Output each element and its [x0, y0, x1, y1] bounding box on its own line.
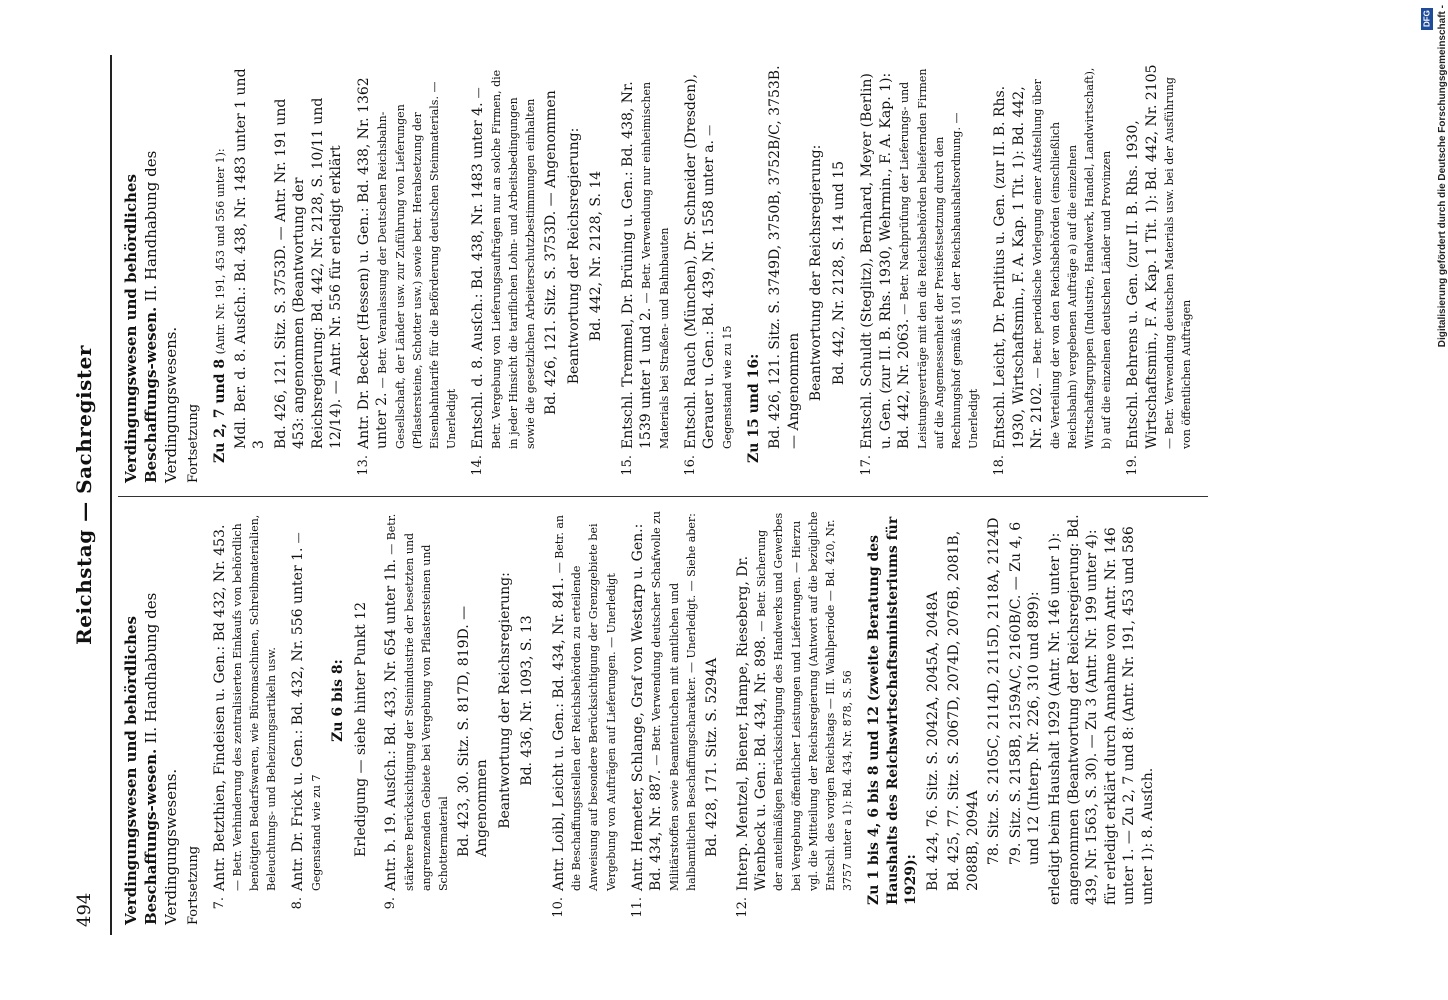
section-heading: [122, 63, 181, 483]
heading-subtitle: II. Handhabung des Verdingungswesens.: [141, 150, 180, 483]
entry-description: — Betr. Verwendung deutscher Schafwolle zu Militärstoffen sowie Beamtentuchen mit amtlichen und halbamtlichen Beschaffungscharakter. — Unerledigt. — Siehe aber:: [650, 511, 698, 891]
entry-number: 8.: [290, 897, 306, 910]
entry-title: Interp. Mentzel, Biener, Hampe, Rieseberg, Dr. Wienbeck u. Gen.: Bd. 434, Nr. 898.: [734, 555, 769, 891]
entry-description: — Betr. Veranlassung der Deutschen Reichsbahn-Gesellschaft, der Länder usw. zur Zuführung von Lieferungen (Pflastersteine, Schotter usw.) sowie betr. Herabsetzung der Eisenbahntarife für die Beförderung deutschen Steinmaterials. — Unerledigt: [376, 81, 459, 449]
list-item: [550, 510, 620, 925]
column-divider: [118, 496, 1208, 497]
entry-title: Antr. Dr. Becker (Hessen) u. Gen.: Bd. 438, Nr. 1362 unter 2.: [355, 77, 391, 449]
entry-number: 10.: [550, 897, 566, 918]
rotated-document-page: [60, 55, 1220, 935]
entry-number: 7.: [211, 897, 227, 910]
session-reference: Bd. 426, 121. Sitz. S. 3753D. — Angenommen: [543, 90, 560, 415]
government-reply-label: Beantwortung der Reichsregierung:: [808, 144, 825, 402]
list-item: [289, 510, 373, 925]
left-column: [122, 510, 1160, 925]
government-reply-reference: Bd. 442, Nr. 2128, S. 14 und 15: [830, 160, 847, 386]
entry-number: 14.: [470, 455, 486, 476]
digitization-credit: Digitalisierung gefördert durch die Deutsche Forschungsgemeinschaft -: [1437, 5, 1448, 348]
list-item: [382, 510, 541, 925]
entry-number: 15.: [619, 455, 635, 476]
entry-title: Antr. Hemeter, Schlange, Graf von Westarp u. Gen.: Bd. 434, Nr. 887.: [629, 523, 665, 891]
list-item: [682, 63, 736, 483]
session-reference: Bd. 428, 171. Sitz. S. 5294A: [704, 657, 721, 857]
section-heading: [122, 510, 181, 925]
list-item: [734, 510, 857, 925]
entry-title: Entschl. Behrens u. Gen. (zur II. B. Rhs. 1930, Wirtschaftsmin., F. A. Kap. 1 Tit. 1): Bd. 442, Nr. 2105: [1125, 64, 1160, 449]
continued-label: Fortsetzung: [186, 845, 202, 925]
session-reference: Bd. 424, 76. Sitz. S. 2042A, 2045A, 2048A: [924, 591, 941, 891]
government-reply-label: Beantwortung der Reichsregierung:: [496, 572, 513, 829]
entry-title: Entschl. Schuldt (Steglitz), Bernhard, Meyer (Berlin) u. Gen. (zur II. B. Rhs. 1930, Wehrmin., F. A. Kap. 1): Bd. 442, Nr. 2063.: [859, 72, 913, 449]
list-item: [858, 63, 982, 483]
session-reference: Bd. 426, 121. Sitz. S. 3753D. — Antr. Nr. 191 und 453: angenommen (Beantwortung der Reichsregierung: Bd. 442, Nr. 2128, S. 10/11 und 12/14). — Antr. Nr. 556 für erledigt erklärt: [272, 97, 345, 449]
group-heading: Zu 2, 7 und 8 (Antr. Nr. 191, 453 und 556 unter 1):: [211, 148, 228, 463]
heading-bold: Verdingungswesen und behördliches Beschaffungs-wesen.: [122, 616, 160, 925]
list-item: [991, 63, 1115, 483]
entry-description: — Betr. Verwendung nur einheimischen Materials bei Straßen- und Bahnbauten: [640, 81, 671, 449]
page-number: 494: [74, 892, 95, 927]
government-reply-reference: Bd. 436, Nr. 1093, S. 13: [519, 615, 536, 786]
entry-description: — Betr. Vergebung von Lieferungsaufträgen nur an solche Firmen, die in jeder Hinsicht die tariflichen Lohn- und Arbeitsbedingungen sowie die gesetzlichen Arbeiterschutzbestimmungen einhalten: [472, 69, 538, 449]
entry-number: 11.: [629, 897, 645, 918]
session-reference: 79. Sitz. S. 2158B, 2159A/C, 2160B/C. — Zu 4, 6 und 12 (Interp. Nr. 226, 310 und 899):: [1007, 521, 1042, 865]
government-reply-reference: Bd. 442, Nr. 2128, S. 14: [588, 170, 605, 342]
entry-description: — Betr. periodische Vorlegung einer Aufstellung über die Verteilung der von den Reichsbehörden (einschließlich Reichsbahn) vergebenen Aufträge a) auf die einzelnen Wirtschaftsgruppen (Industrie, Handwerk, Handel, Landwirtschaft), b) auf die einzelnen deutschen Länder und Provinzen: [1031, 67, 1114, 449]
resolution-note: erledigt beim Haushalt 1929 (Antr. Nr. 146 unter 1): angenommen (Beantwortung der Reichsregierung: Bd. 439, Nr. 1563, S. 30). — Zu 3 (Antr. Nr. 199 unter 4): für erledigt erklärt durch Annahme von Antr. Nr. 146 unter 1. — Zu 2, 7 und 8: (Antr. Nr. 191, 453 und 586 unter 1): 8. Ausſch.: [1047, 514, 1156, 905]
entry-description: — Betr. stärkere Berücksichtigung der Steinindustrie der besetzten und angrenzenden Gebiete bei Vergebung von Pflastersteinen und Schottermaterial: [385, 513, 450, 891]
entry-title: Antr. Loibl, Leicht u. Gen.: Bd. 434, Nr. 841.: [550, 577, 567, 891]
list-item: [211, 510, 281, 925]
entry-description: — Betr. Verhinderung des zentralisierten Einkaufs von behördlich benötigten Bedarfswaren, wie Büromaschinen, Schreibmaterialien, Beleuchtungs- und Beheizungsartikeln usw.: [231, 514, 279, 891]
entry-number: 16.: [682, 455, 698, 476]
entry-number: 17.: [859, 455, 875, 476]
page-header: [60, 55, 112, 935]
group-heading: Zu 1 bis 4, 6 bis 8 und 12 (zweite Beratung des Haushalts des Reichswirtschaftsministeriums für 1929):: [866, 516, 920, 905]
entry-title: Entschl. Leicht, Dr. Perlitius u. Gen. (zur II. B. Rhs. 1930, Wirtschaftsmin., F. A. Kap. 1 Tit. 1): Bd. 442, Nr. 2102.: [992, 85, 1046, 449]
resolution-note: Erledigung — siehe hinter Punkt 12: [352, 601, 369, 857]
list-item: [619, 63, 673, 483]
entry-title: Antr. Betzthien, Findeisen u. Gen.: Bd 432, Nr. 453.: [211, 524, 228, 891]
group-heading: Zu 6 bis 8:: [330, 659, 347, 742]
entry-description: — Betr. Sicherung der anteilmäßigen Berücksichtigung des Handwerks und Gewerbes bei Vergebung öffentlicher Leistungen und Lieferungen. — Hierzu vgl. die Mitteilung der Reichsregierung (Antwort auf die bezügliche Entschl. des vorigen Reichstags — III. Wahlperiode — Bd. 420, Nr. 3757 unter a 1): Bd. 434, Nr. 878, S. 56: [754, 511, 855, 891]
running-title: Reichstag — Sachregister: [72, 345, 96, 645]
dfg-logo-icon: DFG: [1421, 8, 1433, 30]
entry-number: 13.: [355, 455, 371, 476]
entry-title: Entschl. d. 8. Ausſch.: Bd. 438, Nr. 1483 unter 4.: [470, 102, 487, 449]
list-item: [1124, 63, 1195, 483]
session-reference: Bd. 426, 121. Sitz. S. 3749D, 3750B, 3752B/C, 3753B. — Angenommen: [767, 65, 802, 449]
entry-description: — Gegenstand wie zu 7: [292, 532, 323, 891]
government-reply-label: Beantwortung der Reichsregierung:: [565, 127, 582, 385]
group-heading: Zu 15 und 16:: [745, 353, 762, 463]
entry-title: Entschl. Rauch (München), Dr. Schneider (Dresden), Gerauer u. Gen.: Bd. 439, Nr. 1558 unter a.: [682, 73, 718, 449]
entry-number: 19.: [1125, 455, 1141, 476]
entry-number: 9.: [383, 897, 399, 910]
session-reference: Bd. 425, 77. Sitz. S. 2067D, 2074D, 2076B, 2081B, 2088B, 2094A: [946, 530, 981, 891]
heading-subtitle: II. Handhabung des Verdingungswesens.: [141, 592, 180, 925]
entry-title: Antr. b. 19. Ausſch.: Bd. 433, Nr. 654 unter 1h.: [383, 558, 400, 891]
entry-description: — Betr. an die Beschaffungsstellen der Reichsbehörden zu erteilende Anweisung auf besondere Berücksichtigung der Grenzgebiete bei Vergebung von Aufträgen auf Lieferungen. — Unerledigt: [552, 515, 618, 891]
report-reference: Mdl. Ber. d. 8. Ausſch.: Bd. 438, Nr. 1483 unter 1 und 3: [233, 68, 268, 449]
entry-description: — Betr. Verwendung deutschen Materials usw. bei der Ausführung von öffentlichen Aufträgen: [1163, 77, 1194, 449]
entry-number: 12.: [734, 897, 750, 918]
entry-description: — Betr. Nachprüfung der Lieferungs- und Leistungsverträge mit den die Reichsbehörden beliefernden Firmen auf die Angemessenheit der Preisfestsetzung durch den Rechnungshof gemäß § 101 der Reichshaushaltsordnung. — Unerledigt: [898, 68, 981, 449]
session-reference: Bd. 423, 30. Sitz. S. 817D, 819D. — Angenommen: [455, 605, 491, 857]
entry-title: Entschl. Tremmel, Dr. Brüning u. Gen.: Bd. 438, Nr. 1539 unter 1 und 2.: [619, 81, 655, 449]
continued-label: Fortsetzung: [186, 403, 202, 483]
list-item: [469, 63, 609, 483]
list-item: [355, 63, 461, 483]
entry-title: Antr. Dr. Frick u. Gen.: Bd. 432, Nr. 556 unter 1.: [290, 547, 307, 891]
entry-description: — Gegenstand wie zu 15: [703, 124, 734, 449]
right-column: [122, 63, 1205, 483]
list-item: [629, 510, 725, 925]
session-reference: 78. Sitz. S. 2105C, 2114D, 2115D, 2118A, 2124D: [986, 517, 1003, 865]
heading-bold: Verdingungswesen und behördliches Beschaffungs-wesen.: [122, 174, 160, 483]
entry-number: 18.: [992, 455, 1008, 476]
